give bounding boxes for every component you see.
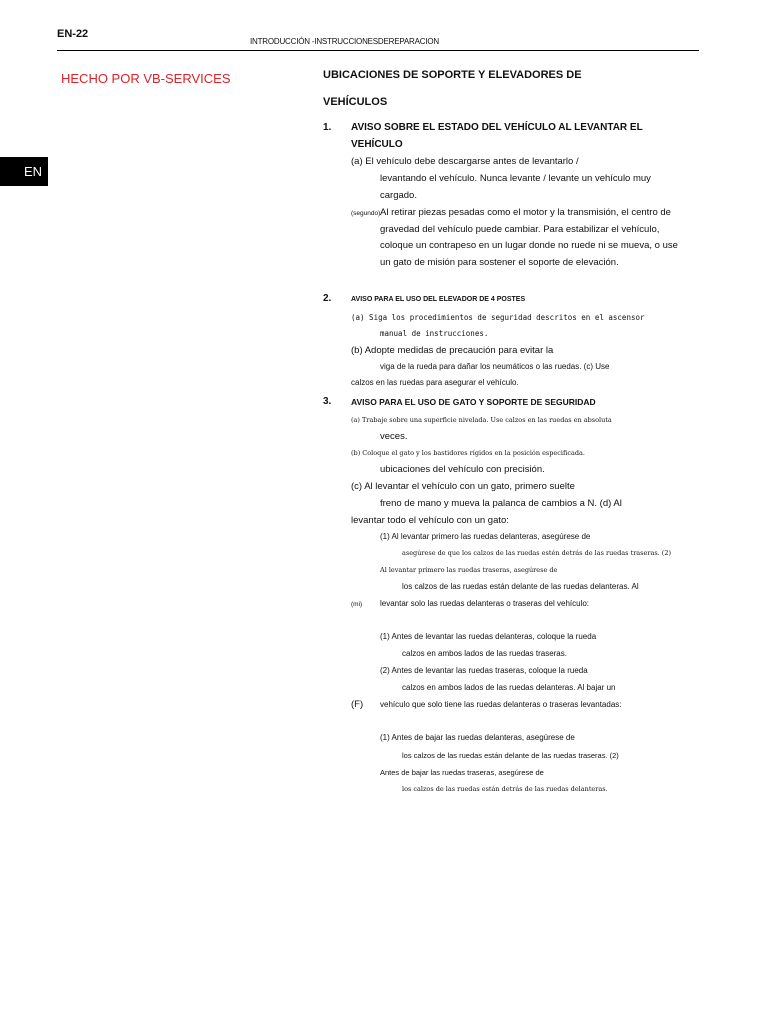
body-line: (c) Al levantar el vehículo con un gato, primero suelte (351, 481, 575, 492)
body-line: levantar solo las ruedas delanteras o traseras del vehículo: (380, 599, 590, 608)
body-line: los calzos de las ruedas están detrás de las ruedas delanteras. (402, 785, 608, 793)
body-line: (b) Coloque el gato y los bastidores rígidos en la posición especificada. (351, 449, 585, 457)
body-line: vehículo que solo tiene las ruedas delanteras o traseras levantadas: (380, 700, 622, 709)
body-line: manual de instrucciones. (380, 329, 489, 338)
body-line: gravedad del vehículo puede cambiar. Para estabilizar el vehículo, (380, 224, 660, 235)
list-marker: (mi) (351, 601, 363, 608)
body-line: (1) Antes de bajar las ruedas delanteras, asegúrese de (380, 733, 575, 742)
body-line: Al retirar piezas pesadas como el motor y la transmisión, el centro de (380, 207, 671, 218)
body-line: (1) Antes de levantar las ruedas delanteras, coloque la rueda (380, 632, 597, 641)
body-line: freno de mano y mueva la palanca de cambios a N. (d) Al (380, 498, 622, 509)
body-line: asegúrese de que los calzos de las ruedas estén detrás de las ruedas traseras. (2) (402, 549, 672, 557)
credit-text: HECHO POR VB-SERVICES (61, 71, 231, 86)
body-line: veces. (380, 431, 408, 442)
body-line: (2) Antes de levantar las ruedas traseras, coloque la rueda (380, 666, 588, 675)
section-tab (0, 157, 48, 186)
body-line: Al levantar primero las ruedas traseras, asegúrese de (380, 566, 558, 574)
item-heading-cont: VEHÍCULO (351, 139, 403, 150)
item-heading: AVISO PARA EL USO DEL ELEVADOR DE 4 POSTES (351, 296, 526, 303)
body-line: ubicaciones del vehículo con precisión. (380, 464, 545, 475)
body-line: los calzos de las ruedas están delante de las ruedas delanteras. Al (402, 582, 639, 591)
body-line: levantar todo el vehículo con un gato: (351, 515, 509, 526)
item-number: 1. (323, 122, 332, 133)
page-number: EN-22 (57, 28, 89, 40)
body-line: calzos en ambos lados de las ruedas delanteras. Al bajar un (402, 683, 616, 692)
running-header: INTRODUCCIÓN -INSTRUCCIONESDEREPARACION (250, 37, 439, 46)
body-line: calzos en ambos lados de las ruedas traseras. (402, 649, 567, 658)
body-line: viga de la rueda para dañar los neumáticos o las ruedas. (c) Use (380, 362, 610, 371)
body-line: los calzos de las ruedas están delante de las ruedas traseras. (2) (402, 751, 619, 760)
body-line: (a) Trabaje sobre una superficie nivelada. Use calzos en las ruedas en absoluta (351, 416, 612, 424)
body-line: levantando el vehículo. Nunca levante / levante un vehículo muy (380, 173, 651, 184)
header-rule (57, 50, 699, 51)
item-number: 3. (323, 396, 332, 407)
body-line: Antes de bajar las ruedas traseras, asegúrese de (380, 768, 544, 777)
list-marker: (segundo) (351, 210, 381, 217)
body-line: (1) Al levantar primero las ruedas delanteras, asegúrese de (380, 532, 591, 541)
body-line: (a) Siga los procedimientos de seguridad descritos en el ascensor (351, 313, 645, 322)
body-line: coloque un contrapeso en un lugar donde no ruede ni se mueva, o use (380, 240, 678, 251)
body-line: calzos en las ruedas para asegurar el vehículo. (351, 378, 519, 387)
body-line: (b) Adopte medidas de precaución para evitar la (351, 345, 554, 356)
section-title-line1: UBICACIONES DE SOPORTE Y ELEVADORES DE (323, 69, 582, 81)
section-tab-label: EN (24, 164, 43, 179)
body-line: cargado. (380, 190, 417, 201)
section-title-line2: VEHÍCULOS (323, 96, 388, 108)
body-line: (a) El vehículo debe descargarse antes de levantarlo / (351, 156, 579, 167)
item-heading: AVISO PARA EL USO DE GATO Y SOPORTE DE SEGURIDAD (351, 397, 596, 407)
list-marker: (F) (351, 699, 364, 710)
body-line: un gato de misión para sostener el soporte de elevación. (380, 257, 619, 268)
item-heading: AVISO SOBRE EL ESTADO DEL VEHÍCULO AL LEVANTAR EL (351, 122, 643, 133)
item-number: 2. (323, 293, 332, 304)
